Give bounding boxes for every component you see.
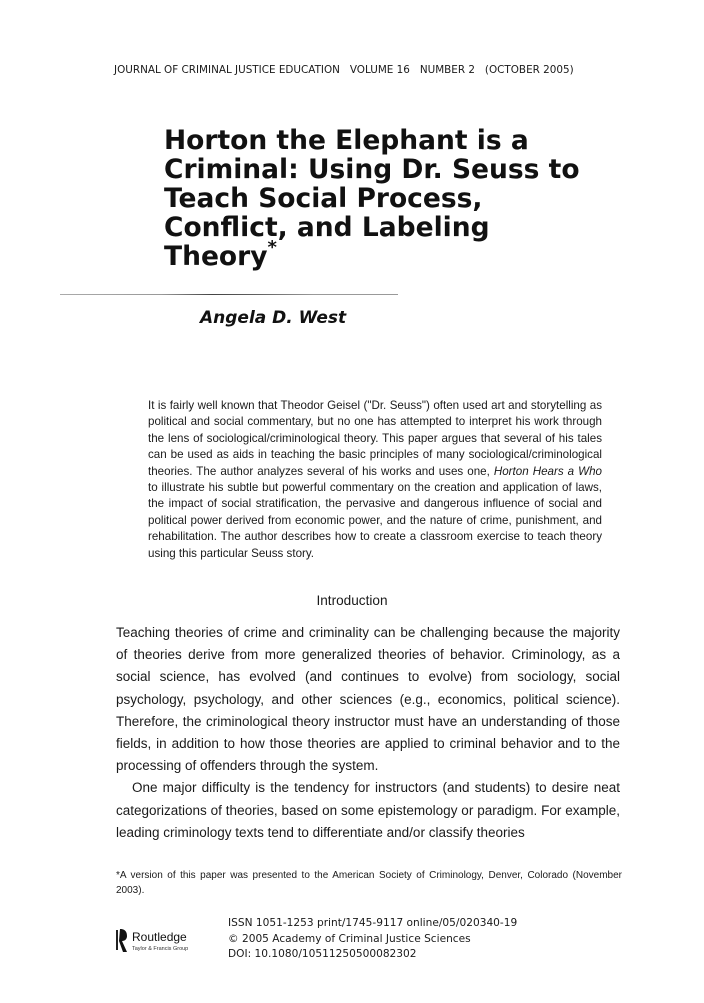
publisher-group: Taylor & Francis Group (132, 946, 189, 953)
title-divider (60, 294, 398, 295)
issue-number: NUMBER 2 (419, 64, 475, 76)
routledge-logo-icon (116, 928, 128, 953)
title-line-last (164, 237, 684, 272)
copyright: © 2005 Academy of Criminal Justice Sciences (228, 932, 471, 945)
doi[interactable]: DOI: 10.1080/10511250500082302 (228, 948, 417, 961)
title-line: Horton the Elephant is a (164, 125, 529, 156)
abstract-text (148, 398, 602, 562)
running-head (114, 64, 574, 76)
issue-date: (OCTOBER 2005) (484, 64, 574, 76)
title-line: Teach Social Process, (164, 183, 483, 214)
title-footnote-marker[interactable]: * (267, 237, 277, 259)
title-line: Theory (164, 241, 268, 272)
main-flow (0, 398, 704, 963)
body-text (116, 622, 620, 844)
title-line: Conflict, and Labeling (164, 212, 490, 243)
abstract-part-2: to illustrate his subtle but powerful commentary on the creation and application of laws, the impact of social stratification, the pervasive and dangerous influence of social and political power derived from economic power, and the nature of crime, punishment, and rehabilitation. The author describes how to create a classroom exercise to teach theory using this particular Seuss story. (148, 481, 602, 560)
issn: ISSN 1051-1253 print/1745-9117 online/05/020340-19 (228, 917, 518, 930)
publisher-logo (116, 928, 228, 962)
journal-name: JOURNAL OF CRIMINAL JUSTICE EDUCATION (114, 64, 340, 76)
author-name: Angela D. West (200, 308, 347, 328)
imprint (228, 916, 517, 963)
article-title (164, 126, 684, 271)
publisher-row (116, 916, 704, 963)
abstract-book-title: Horton Hears a Who (493, 464, 602, 478)
body-paragraph: Teaching theories of crime and criminality can be challenging because the majority of theories derive from more generalized theories of behavior. Criminology, as a social science, has evolved (and continues to evolve) from sociology, social psychology, psychology, and other sciences (e.g., economics, political science). Therefore, the criminological theory instructor must have an understanding of those fields, in addition to how those theories are applied to criminal behavior and to the processing of offenders through the system. (116, 625, 620, 774)
abstract (148, 398, 602, 562)
body-paragraph: One major difficulty is the tendency for instructors (and students) to desire neat categorizations of theories, based on some epistemology or paradigm. For example, leading criminology texts tend to differentiate and/or classify theories (116, 780, 620, 840)
abstract-part-1: It is fairly well known that Theodor Geisel ("Dr. Seuss") often used art and storytelling as political and social commentary, but no one has attempted to interpret his work through the lens of sociological/criminological theory. This paper argues that several of his tales can be used as aids in teaching the basic principles of many sociological/criminological theories. The author analyzes several of his works and uses one, (148, 399, 602, 478)
title-line: Criminal: Using Dr. Seuss to (164, 154, 580, 185)
footnote: *A version of this paper was presented to the American Society of Criminology, Denver, Colorado (November 2003). (116, 870, 622, 897)
volume: VOLUME 16 (349, 64, 410, 76)
publisher-name: Routledge (132, 930, 187, 945)
section-heading-introduction: Introduction (316, 593, 388, 609)
